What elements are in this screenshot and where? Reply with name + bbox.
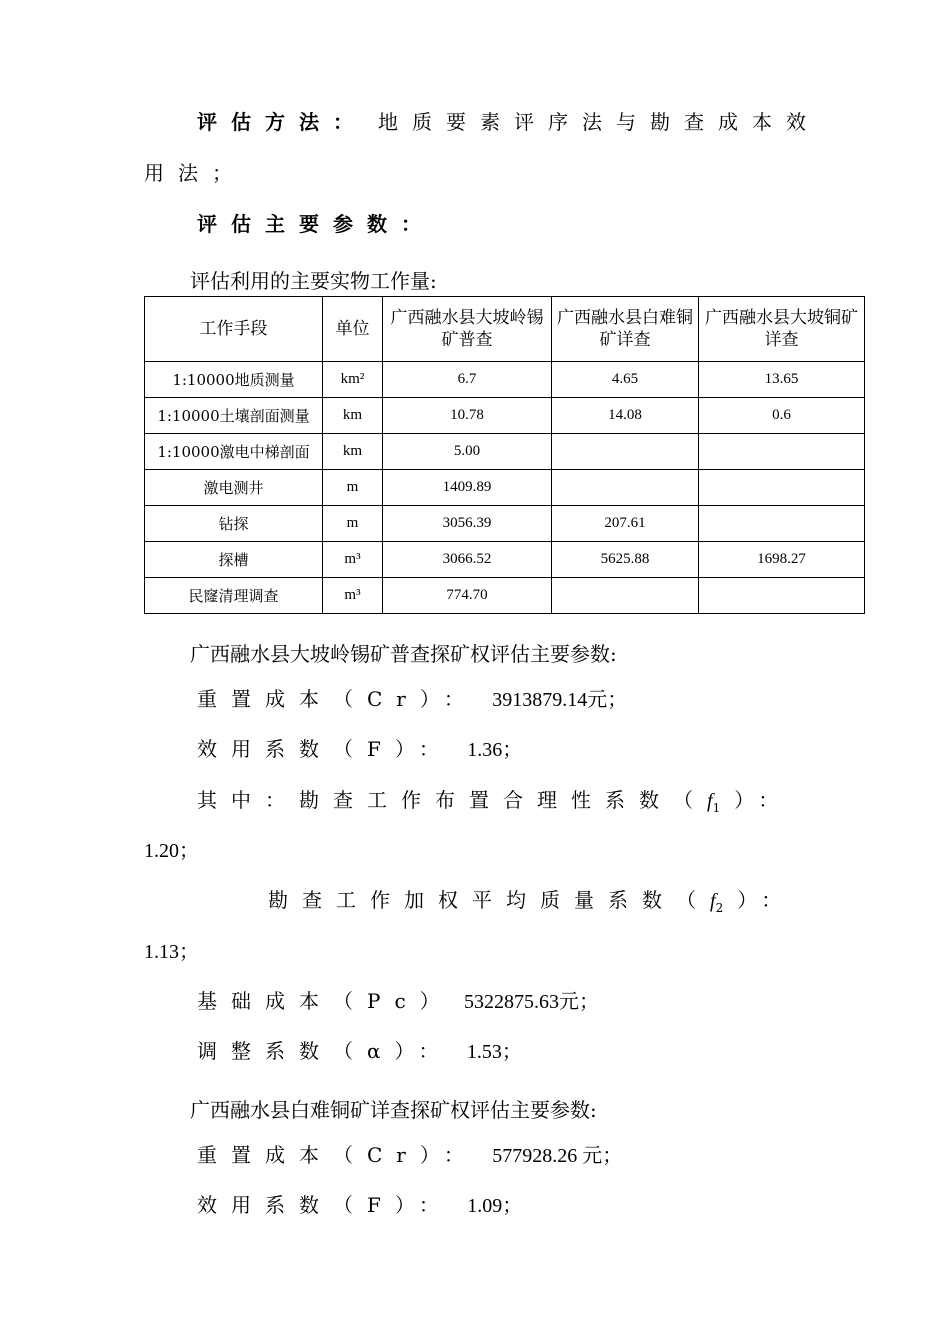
- f-label: 效用系数（F）：: [197, 1193, 453, 1217]
- f2-value: 1.13；: [144, 941, 199, 963]
- table-row: [145, 578, 865, 614]
- cr-label: 重置成本（Cr）：: [197, 687, 478, 711]
- cell-value: [552, 470, 699, 506]
- table-row: [145, 398, 865, 434]
- f1-symbol: f: [707, 790, 713, 812]
- alpha-label: 调整系数（α）：: [197, 1039, 453, 1063]
- method-text-line2: 用法；: [144, 161, 246, 185]
- f-value: 1.36；: [467, 739, 523, 761]
- section1-f: [197, 733, 522, 762]
- f2-symbol: f: [710, 890, 716, 912]
- cell-value: 6.7: [383, 362, 552, 398]
- f2-label: 勘查工作加权平均质量系数（: [268, 888, 710, 912]
- method-text-line1: 地质要素评序法与勘查成本效: [378, 110, 820, 134]
- header-col2: 广西融水县白难铜矿详查: [552, 297, 699, 362]
- section2-cr: [197, 1139, 622, 1168]
- section1-cr: [197, 683, 627, 712]
- alpha-value: 1.53；: [466, 1041, 522, 1063]
- cell-value: 3056.39: [383, 506, 552, 542]
- cell-unit: km²: [323, 362, 383, 398]
- f2-subscript: 2: [715, 901, 724, 915]
- cell-method: 1:10000土壤剖面测量: [145, 398, 323, 434]
- cell-method: 1:10000地质测量: [145, 362, 323, 398]
- table-row: [145, 434, 865, 470]
- section1-pc: [197, 985, 599, 1014]
- cell-value: 774.70: [383, 578, 552, 614]
- f2-close: ）：: [737, 888, 796, 912]
- cell-value: 207.61: [552, 506, 699, 542]
- section1-alpha: [197, 1035, 522, 1064]
- header-col1: 广西融水县大坡岭锡矿普查: [383, 297, 552, 362]
- table-row: [145, 506, 865, 542]
- table-row: [145, 470, 865, 506]
- method-label: 评估方法：: [197, 110, 367, 134]
- cell-unit: m³: [323, 578, 383, 614]
- cell-method: 钻探: [145, 506, 323, 542]
- cell-value: [552, 434, 699, 470]
- f-value: 1.09；: [467, 1195, 523, 1217]
- cr-value: 577928.26 元；: [492, 1145, 623, 1167]
- cr-value: 3913879.14元；: [492, 689, 628, 711]
- f1-close: ）：: [734, 788, 793, 812]
- cell-unit: m³: [323, 542, 383, 578]
- f1-subscript: 1: [712, 801, 721, 815]
- cell-value: 4.65: [552, 362, 699, 398]
- cell-value: [699, 578, 865, 614]
- cell-value: 1698.27: [699, 542, 865, 578]
- cell-unit: m: [323, 506, 383, 542]
- cell-value: [552, 578, 699, 614]
- section1-f1: [197, 784, 792, 815]
- header-unit: 单位: [323, 297, 383, 362]
- cell-value: 13.65: [699, 362, 865, 398]
- section2-f: [197, 1189, 522, 1218]
- section1-title: 广西融水县大坡岭锡矿普查探矿权评估主要参数:: [190, 642, 617, 666]
- cell-value: 10.78: [383, 398, 552, 434]
- cell-value: [699, 434, 865, 470]
- table-row: [145, 362, 865, 398]
- cell-value: 1409.89: [383, 470, 552, 506]
- f1-value: 1.20；: [144, 840, 199, 862]
- table-header-row: [145, 297, 865, 362]
- cell-value: [699, 506, 865, 542]
- cell-method: 1:10000激电中梯剖面: [145, 434, 323, 470]
- cell-method: 激电测井: [145, 470, 323, 506]
- section1-f2: [268, 884, 795, 915]
- header-col3: 广西融水县大坡铜矿详查: [699, 297, 865, 362]
- cell-unit: km: [323, 398, 383, 434]
- cr-label: 重置成本（Cr）：: [197, 1143, 478, 1167]
- cell-unit: m: [323, 470, 383, 506]
- cell-method: 探槽: [145, 542, 323, 578]
- cell-value: 5.00: [383, 434, 552, 470]
- f-label: 效用系数（F）：: [197, 737, 453, 761]
- cell-value: [699, 470, 865, 506]
- workload-table: [144, 296, 865, 614]
- cell-value: 14.08: [552, 398, 699, 434]
- cell-method: 民窿清理调查: [145, 578, 323, 614]
- table-caption: 评估利用的主要实物工作量:: [190, 269, 437, 293]
- pc-label: 基础成本（Pc）: [197, 989, 454, 1013]
- cell-value: 0.6: [699, 398, 865, 434]
- f1-label: 其中：勘查工作布置合理性系数（: [197, 788, 707, 812]
- pc-value: 5322875.63元；: [464, 991, 600, 1013]
- cell-value: 3066.52: [383, 542, 552, 578]
- table-row: [145, 542, 865, 578]
- header-method: 工作手段: [145, 297, 323, 362]
- cell-value: 5625.88: [552, 542, 699, 578]
- params-heading: 评估主要参数：: [197, 212, 435, 236]
- cell-unit: km: [323, 434, 383, 470]
- section2-title: 广西融水县白难铜矿详查探矿权评估主要参数:: [190, 1098, 597, 1122]
